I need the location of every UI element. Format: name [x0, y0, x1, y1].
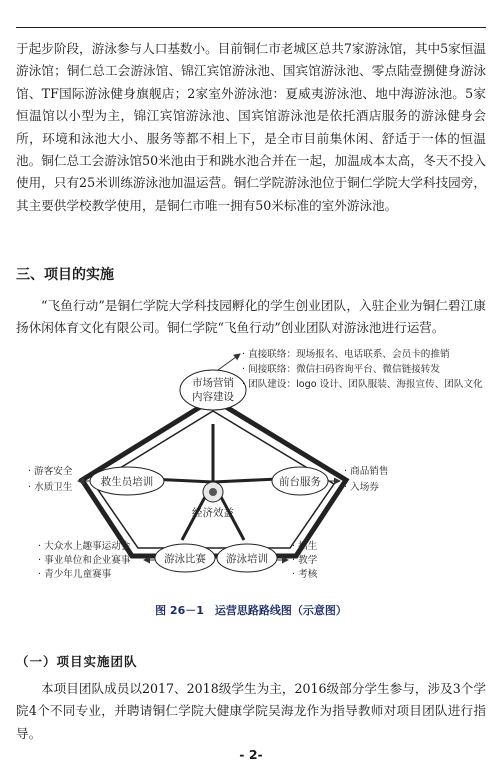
- right-list-item-2: · 入场券: [344, 482, 379, 493]
- node-market-line1: 市场营销: [192, 377, 234, 389]
- node-training-label: 游泳培训: [226, 553, 268, 565]
- bottom-left-list-item-1: · 大众水上趣事运动会: [38, 541, 131, 552]
- bottom-right-list-item-1: · 招生: [292, 541, 318, 552]
- node-front-desk-label: 前台服务: [279, 476, 321, 488]
- left-list-item-1: · 游客安全: [28, 466, 73, 477]
- bottom-left-list-item-3: · 青少年儿童赛事: [38, 569, 112, 580]
- section-heading: 三、项目的实施: [16, 267, 114, 283]
- figure-caption: 图 26－1 运营思路路线图（示意图）: [155, 604, 347, 617]
- node-market-line2: 内容建设: [192, 391, 234, 403]
- header-rule: [16, 27, 486, 28]
- top-connector: [218, 354, 240, 370]
- paragraph-team-intro: “飞鱼行动”是铜仁学院大学科技园孵化的学生创业团队，入驻企业为铜仁碧江康扬休闲体育文化有限公司。铜仁学院“飞鱼行动”创业团队对游泳池进行运营。: [16, 298, 486, 336]
- bottom-right-list-item-2: · 教学: [292, 555, 318, 566]
- node-competition-label: 游泳比赛: [164, 553, 206, 565]
- center-dot: [209, 488, 217, 496]
- bottom-right-list-item-3: · 考核: [292, 569, 318, 580]
- subsection-heading: （一）项目实施团队: [16, 654, 138, 669]
- center-label: 经济效益: [192, 507, 234, 519]
- right-list-item-1: · 商品销售: [344, 466, 389, 477]
- operation-diagram: [0, 344, 502, 594]
- paragraph-intro: 于起步阶段，游泳参与人口基数小。目前铜仁市老城区总共7家游泳馆，其中5家恒温游泳馆；铜仁总工会游泳馆、锦江宾馆游泳池、国宾馆游泳池、零点陆壹捌健身游泳馆、TF国际游泳健身旗舰店；2家室外游泳池：夏威夷游泳池、地中海游泳池。5家恒温馆以小型为主，锦江宾馆游泳池、国宾馆游泳池是依托酒店服务的游泳健身会所，环境和泳池大小、服务等都不相上下，是全市目前集休闲、舒适于一体的恒温池。铜仁总工会游泳馆50米池由于和跳水池合并在一起，加温成本太高，冬天不投入使用，只有25米训练游泳池加温运营。铜仁学院游泳池位于铜仁学院大学科技园旁，其主要供学校教学使用，是铜仁市唯一拥有50米标准的室外游泳池。: [16, 41, 486, 213]
- top-list-item-1: · 直接联络：现场报名、电话联系、会员卡的推销: [242, 349, 450, 360]
- node-lifeguard-label: 救生员培训: [100, 476, 154, 488]
- paragraph-team-members: 本项目团队成员以2017、2018级学生为主，2016级部分学生参与，涉及3个学院4个不同专业，并聘请铜仁学院大健康学院吴海龙作为指导教师对项目团队进行指导。: [16, 681, 486, 741]
- top-list-item-2: · 间接联络：微信扫码咨询平台、微信链接转发: [242, 364, 440, 375]
- bottom-left-list-item-2: · 事业单位和企业赛事: [38, 555, 131, 566]
- node-market: [180, 370, 246, 410]
- left-list-item-2: · 水质卫生: [28, 482, 73, 493]
- top-list-item-3: · 团队建设：logo 设计、团队服装、海报宣传、团队文化: [242, 379, 483, 390]
- page-number: - 2-: [239, 747, 263, 762]
